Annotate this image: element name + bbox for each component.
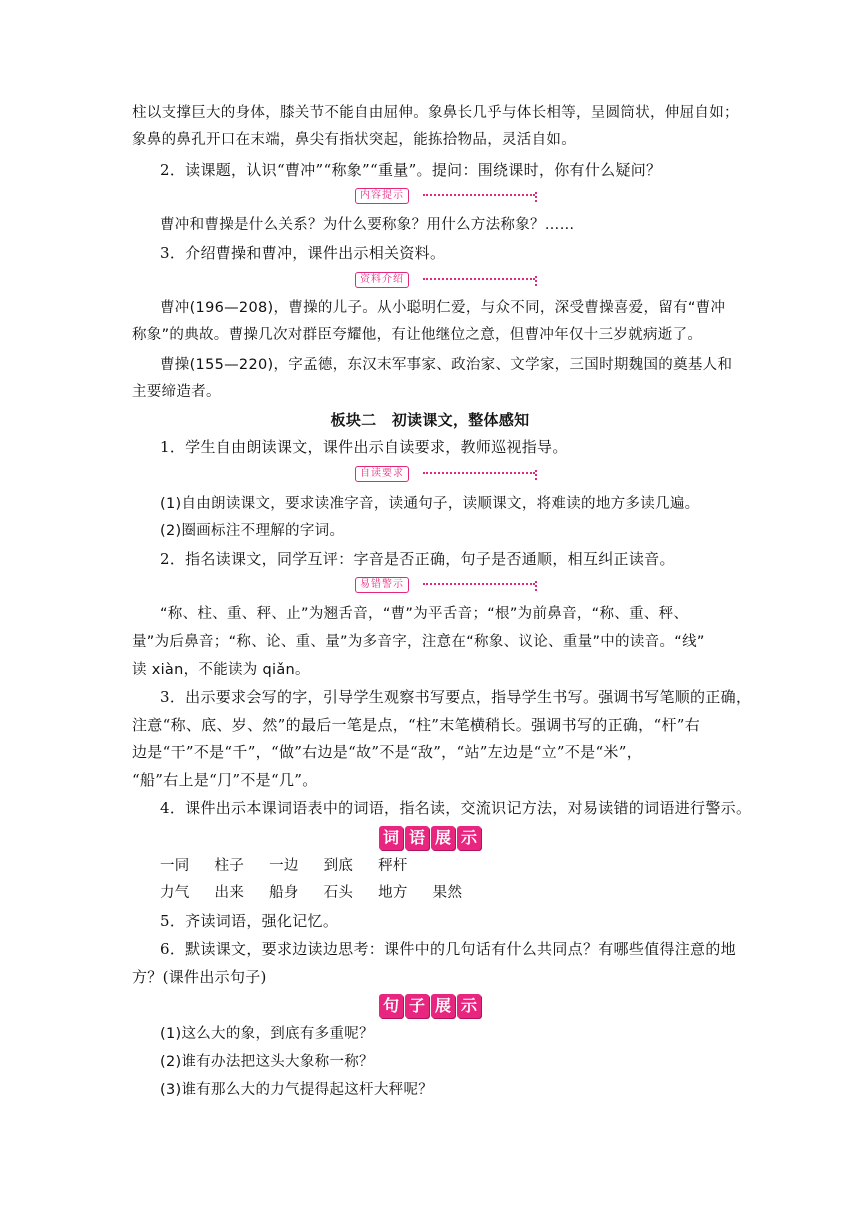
self-read-tag: 自读要求 bbox=[355, 466, 409, 482]
text-line: (1)这么大的象，到底有多重呢？ bbox=[160, 1026, 374, 1042]
dotted-line bbox=[535, 470, 537, 480]
text-line: 象鼻的鼻孔开口在末端，鼻尖有指状突起，能拣拾物品，灵活自如。 bbox=[132, 132, 576, 148]
text-line: 读 xiàn，不能读为 qiǎn。 bbox=[132, 662, 310, 678]
banner-char: 展 bbox=[431, 826, 455, 850]
word: 果然 bbox=[432, 885, 463, 901]
text-line: 2．指名读课文，同学互评：字音是否正确，句子是否通顺，相互纠正读音。 bbox=[160, 550, 675, 568]
banner-char: 示 bbox=[457, 994, 481, 1018]
banner-char: 示 bbox=[457, 826, 481, 850]
banner-char: 词 bbox=[379, 826, 403, 850]
text-line: 1．学生自由朗读课文，课件出示自读要求，教师巡视指导。 bbox=[160, 438, 568, 456]
text-line: 称象”的典故。曹操几次对群臣夸耀他，有让他继位之意，但曹冲年仅十三岁就病逝了。 bbox=[132, 327, 703, 343]
text-line: 边是“干”不是“千”，“做”右边是“故”不是“敌”，“站”左边是“立”不是“米”， bbox=[132, 743, 642, 761]
text-line: 3．出示要求会写的字，引导学生观察书写要点，指导学生书写。强调书写笔顺的正确， bbox=[160, 688, 752, 706]
content-tip-tag: 内容提示 bbox=[355, 188, 409, 204]
text-line: 3．介绍曹操和曹冲，课件出示相关资料。 bbox=[160, 244, 446, 262]
dotted-line bbox=[535, 276, 537, 286]
material-intro-divider bbox=[355, 272, 545, 286]
text-line: 柱以支撑巨大的身体，膝关节不能自由屈伸。象鼻长几乎与体长相等，呈圆筒状，伸屈自如； bbox=[132, 105, 739, 121]
word: 一边 bbox=[269, 858, 299, 874]
word: 地方 bbox=[378, 885, 408, 901]
text-line: 4．课件出示本课词语表中的词语，指名读，交流识记方法，对易读错的词语进行警示。 bbox=[160, 799, 752, 817]
text-line: “称、柱、重、秤、止”为翘舌音，“曹”为平舌音；“根”为前鼻音，“称、重、秤、 bbox=[160, 606, 689, 622]
sentences-display-banner bbox=[0, 994, 860, 1018]
dotted-line bbox=[535, 192, 537, 202]
dotted-line bbox=[423, 583, 535, 585]
banner-char: 语 bbox=[405, 826, 429, 850]
section-heading: 板块二 初读课文，整体感知 bbox=[330, 411, 530, 429]
text-line: “船”右上是“⺆”不是“几”。 bbox=[132, 771, 318, 789]
self-read-divider bbox=[355, 466, 545, 480]
dotted-line bbox=[423, 194, 535, 196]
text-line: 方？(课件出示句子) bbox=[132, 968, 267, 986]
words-display-banner bbox=[0, 826, 860, 850]
word: 出来 bbox=[214, 885, 245, 901]
word: 石头 bbox=[323, 885, 354, 901]
error-warning-tag: 易错警示 bbox=[355, 577, 409, 593]
word-row bbox=[160, 882, 800, 904]
word: 到底 bbox=[323, 858, 354, 874]
text-line: 2．读课题，认识“曹冲”“称象”“重量”。提问：围绕课时，你有什么疑问？ bbox=[160, 161, 662, 179]
dotted-line bbox=[535, 581, 537, 591]
text-line: 曹冲和曹操是什么关系？为什么要称象？用什么方法称象？…… bbox=[160, 217, 575, 233]
banner-char: 子 bbox=[405, 994, 429, 1018]
dotted-line bbox=[423, 278, 535, 280]
text-line: 曹冲(196—208)，曹操的儿子。从小聪明仁爱，与众不同，深受曹操喜爱，留有“曹冲 bbox=[160, 300, 726, 316]
dotted-line bbox=[423, 472, 535, 474]
word: 力气 bbox=[160, 885, 190, 901]
word: 柱子 bbox=[214, 858, 245, 874]
content-tip-divider bbox=[355, 188, 545, 202]
error-warning-divider bbox=[355, 577, 545, 591]
material-intro-tag: 资料介绍 bbox=[355, 272, 409, 288]
banner-char: 句 bbox=[379, 994, 403, 1018]
word-row bbox=[160, 855, 800, 877]
text-line: (3)谁有那么大的力气提得起这杆大秤呢？ bbox=[160, 1082, 434, 1098]
text-line: (2)谁有办法把这头大象称一称？ bbox=[160, 1054, 374, 1070]
word: 船身 bbox=[269, 885, 299, 901]
banner-char: 展 bbox=[431, 994, 455, 1018]
word: 一同 bbox=[160, 858, 190, 874]
text-line: 量”为后鼻音；“称、论、重、量”为多音字，注意在“称象、议论、重量”中的读音。“线” bbox=[132, 634, 705, 650]
text-line: 5．齐读词语，强化记忆。 bbox=[160, 912, 339, 930]
text-line: 主要缔造者。 bbox=[132, 384, 221, 400]
text-line: 注意“称、底、岁、然”的最后一笔是点，“柱”末笔横稍长。强调书写的正确，“杆”右 bbox=[132, 716, 701, 734]
word: 秤杆 bbox=[378, 858, 408, 874]
text-line: 曹操(155—220)，字孟德，东汉末军事家、政治家、文学家，三国时期魏国的奠基人和 bbox=[160, 357, 733, 373]
text-line: (1)自由朗读课文，要求读准字音，读通句子，读顺课文，将难读的地方多读几遍。 bbox=[160, 496, 700, 512]
text-line: 6．默读课文，要求边读边思考：课件中的几句话有什么共同点？有哪些值得注意的地 bbox=[160, 940, 736, 958]
text-line: (2)圈画标注不理解的字词。 bbox=[160, 523, 345, 539]
